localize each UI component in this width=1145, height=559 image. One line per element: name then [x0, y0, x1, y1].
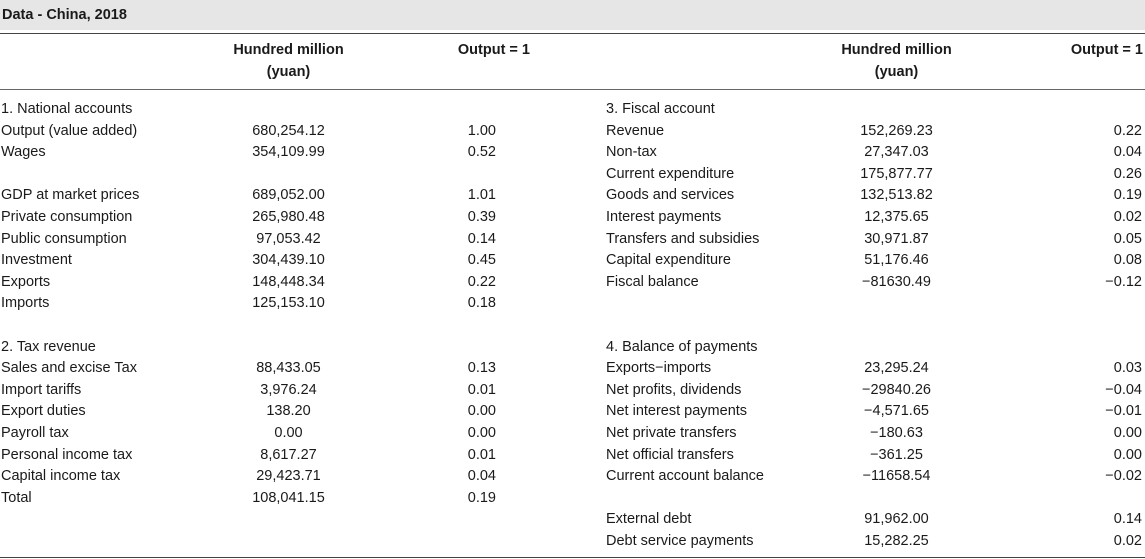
- row-value: 15,282.25: [864, 533, 929, 549]
- row-label: Wages: [1, 144, 46, 161]
- row-label: Non-tax: [606, 144, 657, 161]
- row-value: 97,053.42: [256, 230, 321, 247]
- left-units-header-line2: (yuan): [266, 64, 311, 80]
- row-label: Net private transfers: [606, 425, 737, 441]
- row-value: 175,877.77: [860, 165, 933, 182]
- row-ratio: 0.22: [1113, 122, 1142, 139]
- row-value: 51,176.46: [864, 252, 929, 269]
- row-value: [838, 337, 955, 359]
- top-rule: [0, 33, 1145, 34]
- row-label: Debt service payments: [606, 533, 754, 549]
- row-value: 689,052.00: [252, 187, 325, 204]
- row-value: 265,980.48: [252, 209, 325, 225]
- row-label: Current account balance: [606, 468, 764, 485]
- row-ratio: [1000, 337, 1142, 359]
- row-label: Import tariffs: [1, 381, 82, 398]
- row-value: −29840.26: [862, 381, 931, 398]
- right-units-header-line1: Hundred million: [841, 42, 952, 58]
- right-units-header: [838, 39, 955, 83]
- row-label: Imports: [1, 295, 50, 312]
- row-value: [230, 164, 347, 186]
- left-units-header: [230, 39, 347, 83]
- row-ratio: −0.01: [1105, 403, 1142, 420]
- row-ratio: 0.04: [1113, 144, 1142, 161]
- row-label: Capital expenditure: [606, 252, 731, 269]
- row-ratio: [400, 164, 496, 186]
- row-value: 3,976.24: [260, 381, 317, 398]
- row-label: GDP at market prices: [1, 187, 140, 204]
- row-label: 3. Fiscal account: [606, 101, 715, 117]
- row-value: −81630.49: [862, 273, 931, 290]
- row-value: −4,571.65: [864, 403, 929, 420]
- row-ratio: 0.13: [467, 360, 496, 377]
- row-ratio: 0.05: [1113, 230, 1142, 247]
- row-ratio: 0.19: [1113, 187, 1142, 204]
- row-value: 8,617.27: [260, 446, 317, 463]
- row-label: Interest payments: [606, 209, 722, 225]
- row-label: 2. Tax revenue: [1, 338, 96, 355]
- row-value: [230, 337, 347, 359]
- left-units-header-line1: Hundred million: [233, 42, 344, 58]
- row-label: Net official transfers: [606, 446, 734, 463]
- row-value: 91,962.00: [864, 511, 929, 528]
- row-ratio: 0.00: [1113, 425, 1142, 441]
- row-ratio: 0.26: [1113, 165, 1142, 182]
- row-value: 304,439.10: [252, 252, 325, 269]
- row-value: 125,153.10: [252, 295, 325, 312]
- row-ratio: 0.02: [1113, 209, 1142, 225]
- row-label: External debt: [606, 511, 692, 528]
- row-label: Total: [1, 489, 32, 506]
- row-value: 138.20: [266, 403, 311, 420]
- row-ratio: 0.19: [467, 489, 496, 506]
- row-ratio: 1.00: [467, 122, 496, 139]
- row-ratio: −0.02: [1105, 468, 1142, 485]
- table-caption: Data - China, 2018: [0, 0, 1145, 30]
- row-ratio: 0.00: [467, 425, 496, 441]
- row-value: 30,971.87: [864, 230, 929, 247]
- row-ratio: 0.01: [467, 381, 496, 398]
- row-label: 4. Balance of payments: [606, 338, 758, 355]
- row-ratio: −0.04: [1105, 381, 1142, 398]
- row-ratio: 0.00: [1113, 446, 1142, 463]
- row-value: 152,269.23: [860, 122, 933, 139]
- row-ratio: 0.22: [467, 273, 496, 290]
- row-label: Public consumption: [1, 230, 127, 247]
- row-label: Private consumption: [1, 209, 133, 225]
- row-ratio: 0.03: [1113, 360, 1142, 377]
- row-ratio: 0.04: [467, 468, 496, 485]
- row-value: 88,433.05: [256, 360, 321, 377]
- row-label: Transfers and subsidies: [606, 230, 760, 247]
- row-value: [230, 99, 347, 121]
- row-label: Personal income tax: [1, 446, 133, 463]
- row-ratio: 0.45: [467, 252, 496, 269]
- row-label: Investment: [1, 252, 72, 269]
- row-label: Output (value added): [1, 122, 138, 139]
- row-value: [838, 99, 955, 121]
- row-value: 148,448.34: [252, 273, 325, 290]
- row-ratio: [400, 315, 496, 337]
- row-label: Capital income tax: [1, 468, 121, 485]
- row-label: Sales and excise Tax: [1, 360, 137, 377]
- row-label: Exports−imports: [606, 360, 712, 377]
- row-ratio: [1000, 488, 1142, 510]
- row-ratio: [1000, 293, 1142, 315]
- row-value: −11658.54: [862, 468, 931, 485]
- row-label: 1. National accounts: [1, 101, 133, 117]
- row-label: Revenue: [606, 122, 665, 139]
- row-value: [838, 315, 955, 337]
- row-ratio: [1000, 315, 1142, 337]
- row-ratio: [1000, 99, 1142, 121]
- row-label: Payroll tax: [1, 425, 69, 441]
- row-label: Fiscal balance: [606, 273, 699, 290]
- row-label: Net profits, dividends: [606, 381, 742, 398]
- right-output-header: Output = 1: [1070, 42, 1143, 58]
- row-value: 23,295.24: [864, 360, 929, 377]
- row-ratio: 0.18: [467, 295, 496, 312]
- row-value: 108,041.15: [252, 489, 325, 506]
- row-label: Current expenditure: [606, 165, 735, 182]
- row-value: 132,513.82: [860, 187, 933, 204]
- row-value: 29,423.71: [256, 468, 321, 485]
- row-value: 12,375.65: [864, 209, 929, 225]
- left-output-header: Output = 1: [457, 42, 530, 58]
- row-value: −361.25: [870, 446, 923, 463]
- row-label: Net interest payments: [606, 403, 748, 420]
- row-ratio: 0.14: [1113, 511, 1142, 528]
- row-label: Goods and services: [606, 187, 735, 204]
- row-value: 680,254.12: [252, 122, 325, 139]
- row-ratio: −0.12: [1105, 273, 1142, 290]
- row-value: [838, 293, 955, 315]
- bottom-rule: [0, 557, 1145, 558]
- row-ratio: 0.39: [467, 209, 496, 225]
- header-rule: [0, 89, 1145, 90]
- row-value: −180.63: [870, 425, 923, 441]
- row-ratio: 0.01: [467, 446, 496, 463]
- row-ratio: [400, 337, 496, 359]
- row-ratio: [400, 99, 496, 121]
- row-label: Exports: [1, 273, 51, 290]
- row-label: Export duties: [1, 403, 86, 420]
- right-units-header-line2: (yuan): [874, 64, 919, 80]
- row-value: [838, 488, 955, 510]
- row-ratio: 1.01: [467, 187, 496, 204]
- row-value: [230, 315, 347, 337]
- row-value: 0.00: [274, 425, 303, 441]
- row-ratio: 0.14: [467, 230, 496, 247]
- row-ratio: 0.02: [1113, 533, 1142, 549]
- row-ratio: 0.00: [467, 403, 496, 420]
- row-ratio: 0.08: [1113, 252, 1142, 269]
- row-value: 354,109.99: [252, 144, 325, 161]
- row-ratio: 0.52: [467, 144, 496, 161]
- row-value: 27,347.03: [864, 144, 929, 161]
